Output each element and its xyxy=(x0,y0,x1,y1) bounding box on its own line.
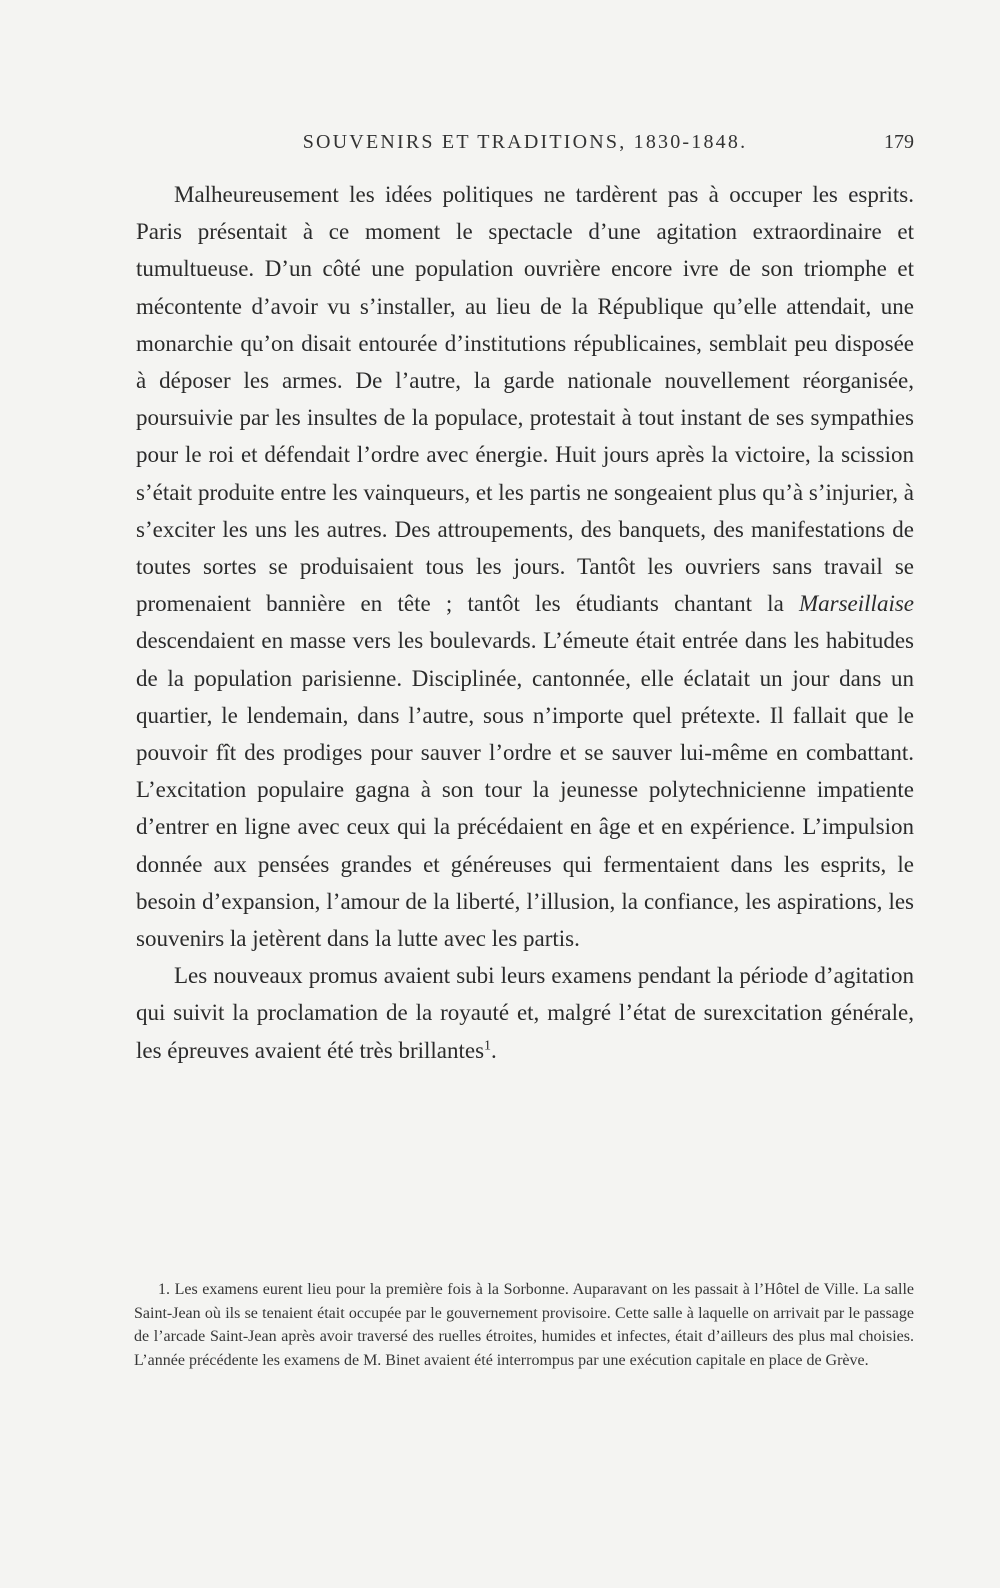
paragraph-2-text: Les nouveaux promus avaient subi leurs examens pendant la période d’agitation qui suivit la proclamation de la royauté et, malgré l’état de surexcitation générale, les épreuves avaient été très brillantes xyxy=(136,963,914,1063)
paragraph-1-text-after-italic: descendaient en masse vers les boulevards. L’émeute était entrée dans les habitudes de la population parisienne. Disciplinée, cantonnée, elle éclatait un jour dans un quartier, le lendemain, dans l’autre, sous n’importe quel prétexte. Il fallait que le pouvoir fît des prodiges pour sauver l’ordre et se sauver lui-même en combattant. L’excitation populaire gagna à son tour la jeunesse polytechnicienne impatiente d’entrer en ligne avec ceux qui la précédaient en âge et en expérience. L’impulsion donnée aux pensées grandes et généreuses qui fermentaient dans les esprits, le besoin d’expansion, l’amour de la liberté, l’illusion, la confiance, les aspirations, les souvenirs la jetèrent dans la lutte avec les partis. xyxy=(136,628,914,952)
page-header xyxy=(136,126,914,158)
footnote-1 xyxy=(134,1278,914,1372)
main-text xyxy=(136,176,914,1069)
paragraph-1 xyxy=(136,176,914,957)
page-number: 179 xyxy=(884,131,914,153)
paragraph-2-ending: . xyxy=(491,1037,497,1063)
marseillaise-italic: Marseillaise xyxy=(799,591,914,617)
paragraph-2 xyxy=(136,957,914,1069)
running-title: SOUVENIRS ET TRADITIONS, 1830-1848. xyxy=(302,131,748,153)
footnote-1-text: Les examens eurent lieu pour la première fois à la Sorbonne. Auparavant on les passait à l’Hôtel de Ville. La salle Saint-Jean où ils se tenaient était occupée par le gouvernement provisoire. Cette salle à laquelle on arrivait par le passage de l’arcade Saint-Jean après avoir traversé des ruelles étroites, humides et infectes, était d’ailleurs des plus mal choisies. L’année précédente les examens de M. Binet avaient été interrompus par une exécution capitale en place de Grève. xyxy=(134,1281,915,1369)
footnotes xyxy=(134,1278,914,1372)
paragraph-1-text-before-italic: Malheureusement les idées politiques ne tardèrent pas à occuper les esprits. Paris présentait à ce moment le spectacle d’une agitation extraordinaire et tumultueuse. D’un côté une population ouvrière encore ivre de son triomphe et mécontente d’avoir vu s’installer, au lieu de la République qu’elle attendait, une monarchie qu’on disait entourée d’institutions républicaines, semblait peu disposée à déposer les armes. De l’autre, la garde nationale nouvellement réorganisée, poursuivie par les insultes de la populace, protestait à tout instant de ses sympathies pour le roi et défendait l’ordre avec énergie. Huit jours après la victoire, la scission s’était produite entre les vainqueurs, et les partis ne songeaient plus qu’à s’injurier, à s’exciter les uns les autres. Des attroupements, des banquets, des manifestations de toutes sortes se produisaient tous les jours. Tantôt les ouvriers sans travail se promenaient bannière en tête ; tantôt les étudiants chantant la xyxy=(136,182,914,617)
footnote-1-marker: 1. xyxy=(158,1281,170,1298)
footnote-reference-1: 1 xyxy=(484,1038,492,1054)
